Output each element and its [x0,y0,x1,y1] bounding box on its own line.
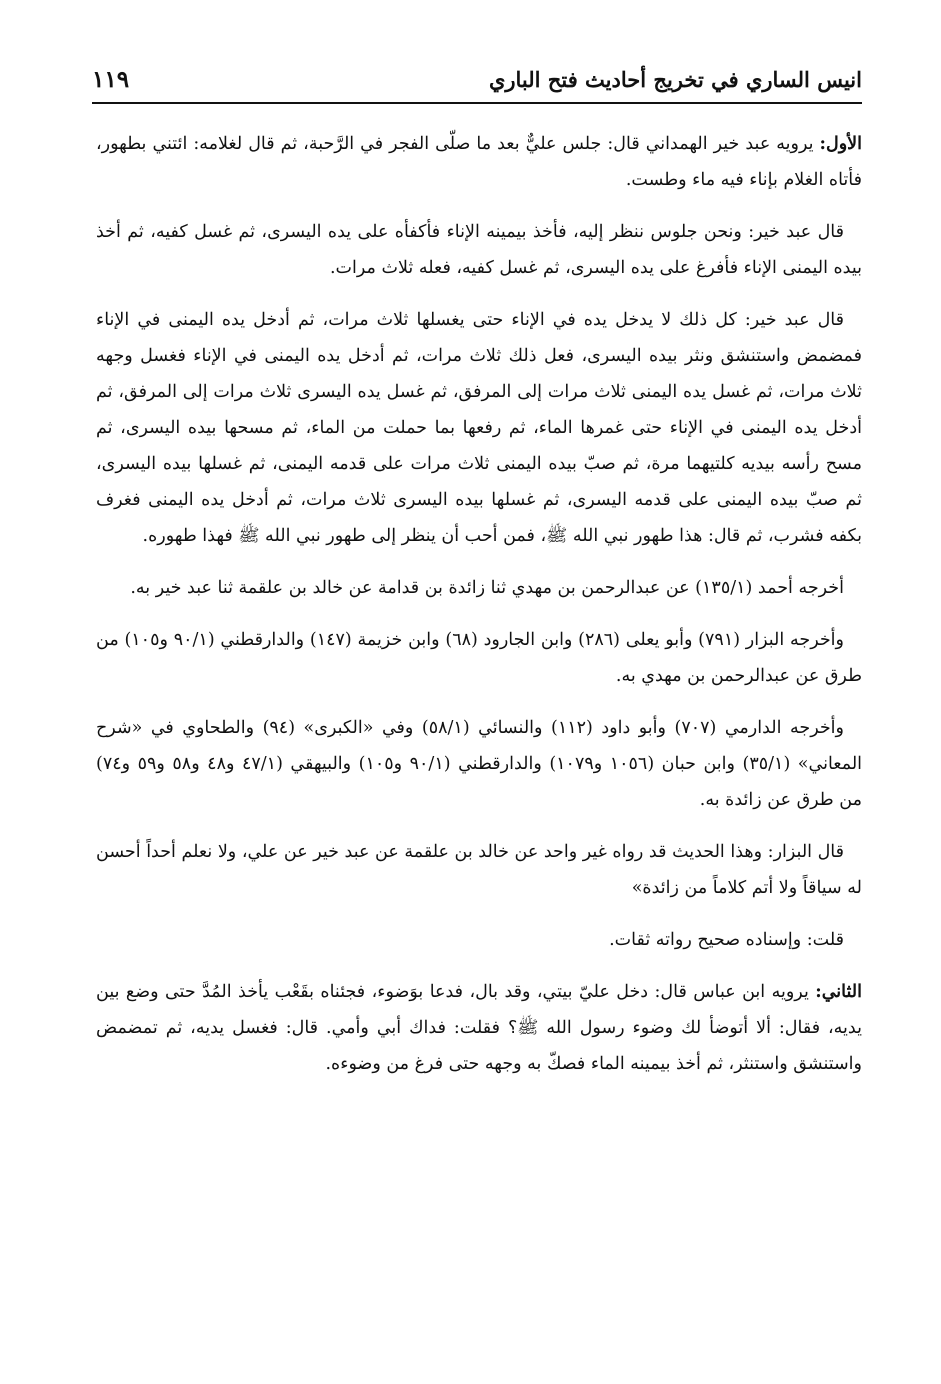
running-header [92,62,862,104]
paragraph-takhrij-bazzar: وأخرجه البزار (٧٩١) وأبو يعلى (٢٨٦) وابن الجارود (٦٨) وابن خزيمة (١٤٧) والدارقطني (٩٠/١ و١٠٥) من طرق عن عبدالرحمن بن مهدي به. [96,630,862,686]
paragraph-takhrij-darimi: وأخرجه الدارمي (٧٠٧) وأبو داود (١١٢) والنسائي (٥٨/١) وفي «الكبرى» (٩٤) والطحاوي في «شرح المعاني» (٣٥/١) وابن حبان (١٠٥٦ و١٠٧٩) والدارقطني (٩٠/١ و١٠٥) والبيهقي (٤٧/١ و٤٨ و٥٨ و٥٩ و٧٤) من طرق عن زائدة به. [96,718,862,810]
page-number: ١١٩ [92,66,130,93]
paragraph-second-hadith [96,974,862,1082]
paragraph-takhrij-ahmad: أخرجه أحمد (١٣٥/١) عن عبدالرحمن بن مهدي ثنا زائدة بن قدامة عن خالد بن علقمة ثنا عبد خير به. [130,578,844,598]
paragraph-first-hadith [96,126,862,198]
paragraph-bazzar-comment: قال البزار: وهذا الحديث قد رواه غير واحد عن خالد بن علقمة عن عبد خير عن علي، ولا نعلم أحداً أحسن له سياقاً ولا أتم كلاماً من زائدة» [96,842,862,898]
page-body [96,126,862,1356]
paragraph-text: يرويه عبد خير الهمداني قال: جلس عليٌّ بعد ما صلّى الفجر في الرَّحبة، ثم قال لغلامه: ائتني بطهور، فأتاه الغلام بإناء فيه ماء وطست. [96,134,862,190]
section-lead-second: الثاني: [815,982,862,1002]
running-title: انيس الساري في تخريج أحاديث فتح الباري [488,67,862,92]
paragraph-author-verdict: قلت: وإسناده صحيح رواته ثقات. [609,930,844,950]
paragraph-abd-khair-2: قال عبد خير: كل ذلك لا يدخل يده في الإناء حتى يغسلها ثلاث مرات، ثم أدخل يده اليمنى في الإناء فمضمض واستنشق ونثر بيده اليسرى، فعل ذلك ثلاث مرات، ثم أدخل يده اليمنى في الإناء فغسل وجهه ثلاث مرات، ثم غسل يده اليمنى ثلاث مرات إلى المرفق، ثم غسل يده اليسرى ثلاث مرات إلى المرفق، ثم أدخل يده اليمنى في الإناء حتى غمرها الماء، ثم رفعها بما حملت من الماء، ثم مسحها بيده اليسرى، ثم مسح رأسه بيديه كلتيهما مرة، ثم صبّ بيده اليمنى ثلاث مرات على قدمه اليمنى، ثم غسلها بيده اليسرى، ثم صبّ بيده اليمنى على قدمه اليسرى، ثم غسلها بيده اليسرى ثلاث مرات، ثم أدخل يده اليمنى فغرف بكفه فشرب، ثم قال: هذا طهور نبي الله ﷺ، فمن أحب أن ينظر إلى طهور نبي الله ﷺ فهذا طهوره. [96,310,862,546]
section-lead-first: الأول: [819,134,862,154]
paragraph-abd-khair-1: قال عبد خير: ونحن جلوس ننظر إليه، فأخذ بيمينه الإناء فأكفأه على يده اليسرى، ثم غسل كفيه، ثم أخذ بيده اليمنى الإناء فأفرغ على يده اليسرى، ثم غسل كفيه، فعله ثلاث مرات. [96,222,862,278]
paragraph-text: يرويه ابن عباس قال: دخل عليّ بيتي، وقد بال، فدعا بوَضوء، فجئناه بقَعْب يأخذ المُدَّ حتى وضع بين يديه، فقال: ألا أتوضأ لك وضوء رسول الله ﷺ؟ فقلت: فداك أبي وأمي. قال: فغسل يديه، ثم تمضمض واستنشق واستنثر، ثم أخذ بيمينه الماء فصكّ به وجهه حتى فرغ من وضوءه. [96,982,862,1074]
